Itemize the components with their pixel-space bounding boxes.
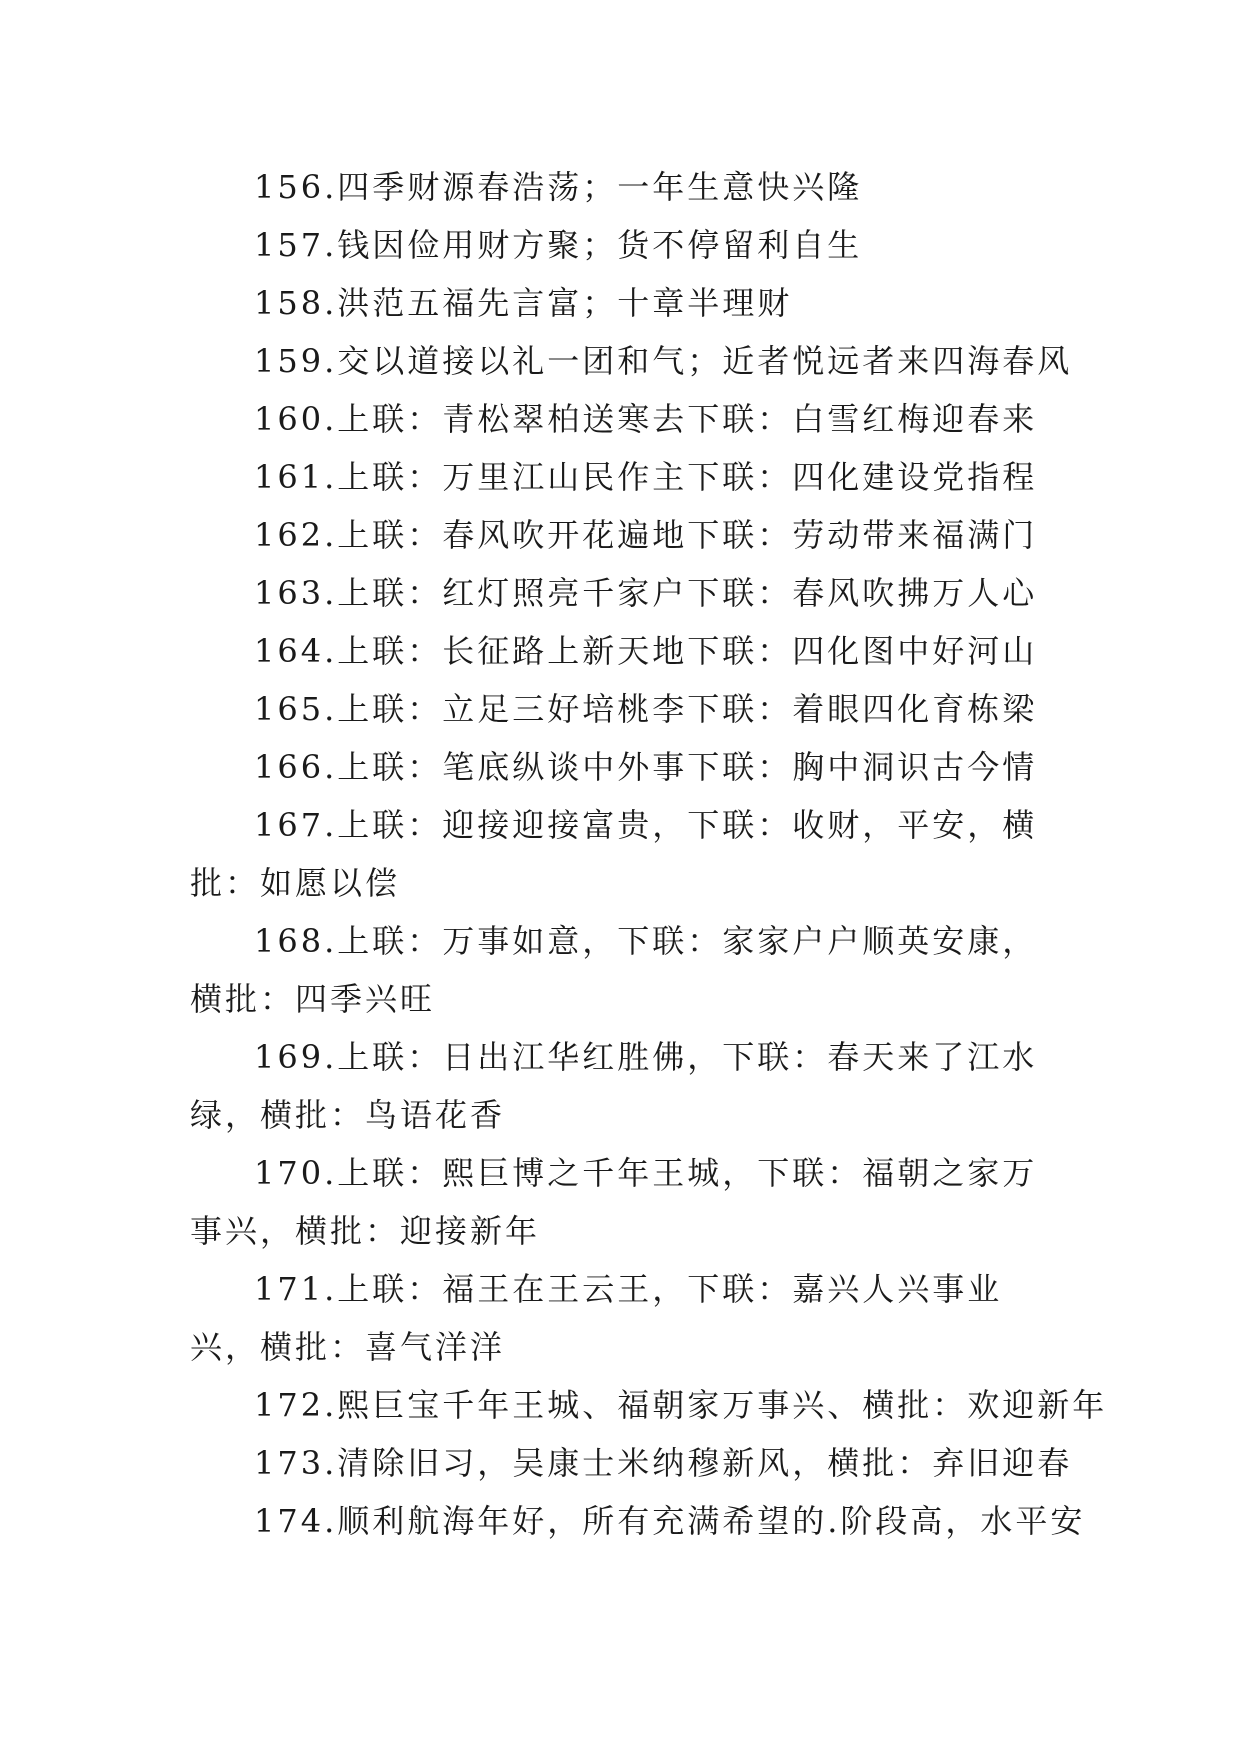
couplet-line-165: 165.上联：立足三好培桃李下联：着眼四化育栋梁	[254, 690, 1038, 728]
couplet-line-170: 170.上联：熙巨博之千年王城，下联：福朝之家万事兴，横批：迎接新年	[190, 1154, 1038, 1250]
document-body	[190, 158, 1108, 1550]
couplet-line-161: 161.上联：万里江山民作主下联：四化建设党指程	[254, 458, 1038, 496]
couplet-line-160: 160.上联：青松翠柏送寒去下联：白雪红梅迎春来	[254, 400, 1038, 438]
couplet-line-156: 156.四季财源春浩荡；一年生意快兴隆	[254, 168, 863, 206]
couplet-line-171: 171.上联：福王在王云王，下联：嘉兴人兴事业兴，横批：喜气洋洋	[190, 1270, 1003, 1366]
couplet-line-168: 168.上联：万事如意，下联：家家户户顺英安康，横批：四季兴旺	[190, 922, 1038, 1018]
couplet-line-162: 162.上联：春风吹开花遍地下联：劳动带来福满门	[254, 516, 1038, 554]
couplet-line-167: 167.上联：迎接迎接富贵，下联：收财，平安，横批：如愿以偿	[190, 806, 1038, 902]
couplet-line-173: 173.清除旧习，吴康士米纳穆新风，横批：弃旧迎春	[254, 1444, 1073, 1482]
couplet-line-163: 163.上联：红灯照亮千家户下联：春风吹拂万人心	[254, 574, 1038, 612]
couplet-line-169: 169.上联：日出江华红胜佛，下联：春天来了江水绿，横批：鸟语花香	[190, 1038, 1038, 1134]
couplet-line-166: 166.上联：笔底纵谈中外事下联：胸中洞识古今情	[254, 748, 1038, 786]
couplet-line-157: 157.钱因俭用财方聚；货不停留利自生	[254, 226, 863, 264]
couplet-line-164: 164.上联：长征路上新天地下联：四化图中好河山	[254, 632, 1038, 670]
couplet-line-158: 158.洪范五福先言富；十章半理财	[254, 284, 793, 322]
couplet-line-172: 172.熙巨宝千年王城、福朝家万事兴、横批：欢迎新年	[254, 1386, 1108, 1424]
couplet-line-174: 174.顺利航海年好，所有充满希望的.阶段高，水平安	[254, 1502, 1086, 1540]
couplet-line-159: 159.交以道接以礼一团和气；近者悦远者来四海春风	[254, 342, 1073, 380]
